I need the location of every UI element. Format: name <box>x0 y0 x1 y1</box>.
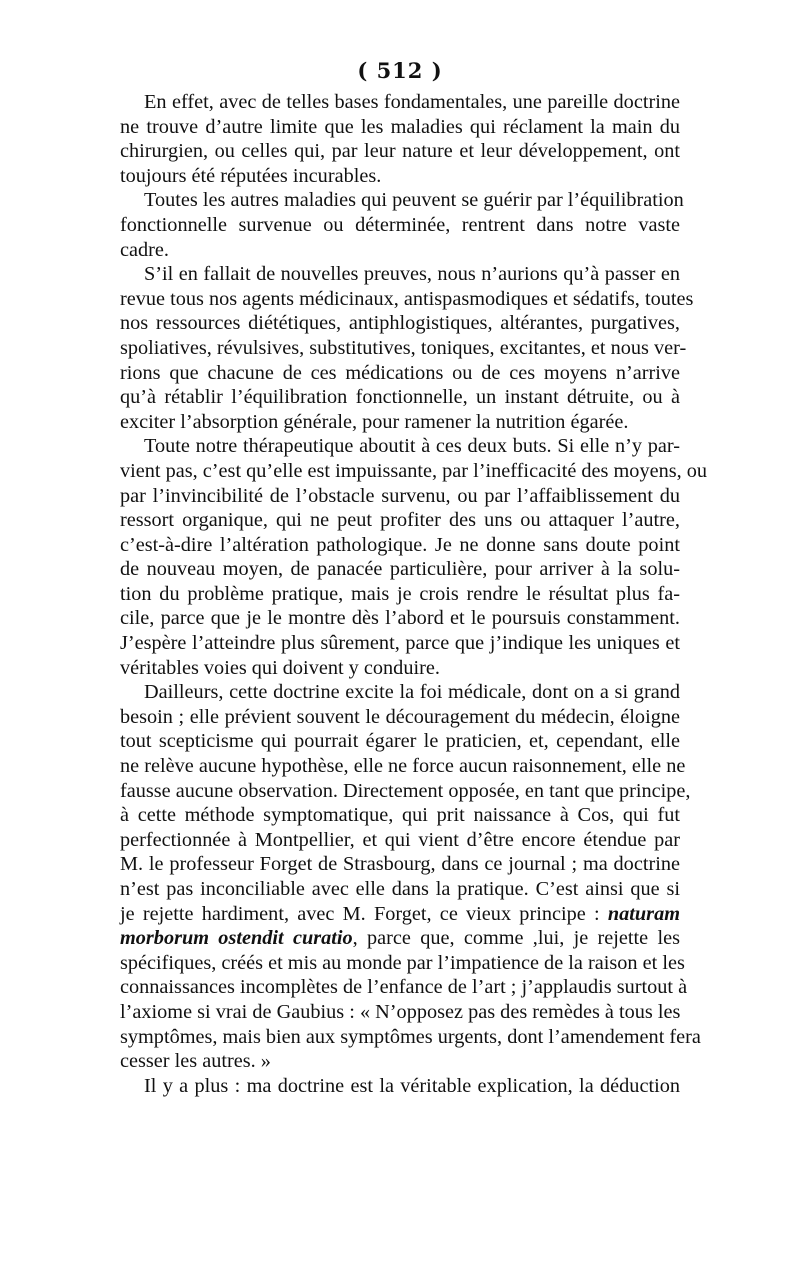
body-text <box>120 90 708 1098</box>
text-line: cadre. <box>120 238 169 261</box>
text-line: chirurgien, ou celles qui, par leur nature et leur développement, ont <box>120 140 680 163</box>
paragraph-5 <box>120 680 701 1074</box>
text-segment: , parce que, comme ,lui, je rejette les <box>352 927 680 950</box>
text-line: toujours été réputées incurables. <box>120 164 382 187</box>
text-line: connaissances incomplètes de l’enfance de l’art ; j’applaudis surtout à <box>120 976 688 999</box>
text-line: symptômes, mais bien aux symptômes urgents, dont l’amendement fera <box>120 1025 701 1048</box>
text-line-with-italic <box>120 926 680 951</box>
page-number: ( 512 ) <box>357 58 443 83</box>
text-line: En effet, avec de telles bases fondamentales, une pareille doctrine <box>144 91 680 113</box>
text-line: fausse aucune observation. Directement opposée, en tant que principe, <box>120 779 691 802</box>
paragraph-2 <box>120 188 684 262</box>
text-segment: je rejette hardiment, avec M. Forget, ce vieux principe : <box>120 902 608 925</box>
text-line: J’espère l’atteindre plus sûrement, parce que j’indique les uniques et <box>120 632 680 655</box>
text-line: S’il en fallait de nouvelles preuves, nous n’aurions qu’à passer en <box>144 263 680 286</box>
paragraph-3 <box>120 262 694 434</box>
paragraph-1 <box>120 90 680 188</box>
italic-phrase: morborum ostendit curatio <box>120 927 353 950</box>
text-line: tion du problème pratique, mais je crois rendre le résultat plus fa- <box>120 582 680 605</box>
text-line: Dailleurs, cette doctrine excite la foi médicale, dont on a si grand <box>144 681 680 704</box>
paragraph-6 <box>120 1074 680 1099</box>
text-line: véritables voies qui doivent y conduire. <box>120 656 440 679</box>
text-line: ne trouve d’autre limite que les maladies qui réclament la main du <box>120 115 680 138</box>
paragraph-4 <box>120 434 708 680</box>
text-line: l’axiome si vrai de Gaubius : « N’opposez pas des remèdes à tous les <box>120 1000 681 1023</box>
text-line: spécifiques, créés et mis au monde par l’impatience de la raison et les <box>120 951 685 974</box>
text-line: n’est pas inconciliable avec elle dans la pratique. C’est ainsi que si <box>120 878 680 900</box>
text-line: tout scepticisme qui pourrait égarer le praticien, et, cependant, elle <box>120 730 680 753</box>
text-line: exciter l’absorption générale, pour ramener la nutrition égarée. <box>120 410 629 433</box>
text-line: qu’à rétablir l’équilibration fonctionnelle, un instant détruite, ou à <box>120 386 680 409</box>
text-line: cesser les autres. » <box>120 1050 271 1073</box>
text-line: M. le professeur Forget de Strasbourg, dans ce journal ; ma doctrine <box>120 853 680 876</box>
text-line: ressort organique, qui ne peut profiter des uns ou attaquer l’autre, <box>120 509 680 532</box>
text-line: cile, parce que je le montre dès l’abord et le poursuis constamment. <box>120 607 680 630</box>
text-line: Toutes les autres maladies qui peuvent se guérir par l’équilibration <box>144 189 684 212</box>
text-line: vient pas, c’est qu’elle est impuissante, par l’inefficacité des moyens, ou <box>120 459 708 482</box>
text-line: nos ressources diététiques, antiphlogistiques, altérantes, purgatives, <box>120 312 680 335</box>
text-line: Il y a plus : ma doctrine est la véritable explication, la déduction <box>144 1074 680 1097</box>
text-line: fonctionnelle survenue ou déterminée, rentrent dans notre vaste <box>120 213 680 236</box>
text-line: rions que chacune de ces médications ou de ces moyens n’arrive <box>120 361 680 384</box>
text-line: revue tous nos agents médicinaux, antispasmodiques et sédatifs, toutes <box>120 287 694 310</box>
italic-phrase: naturam <box>607 902 680 925</box>
text-line: perfectionnée à Montpellier, et qui vient d’être encore étendue par <box>120 828 680 851</box>
text-line: à cette méthode symptomatique, qui prit naissance à Cos, qui fut <box>120 804 680 827</box>
text-line-with-italic <box>120 902 680 927</box>
text-line: Toute notre thérapeutique aboutit à ces deux buts. Si elle n’y par- <box>144 435 680 458</box>
text-line: c’est-à-dire l’altération pathologique. Je ne donne sans doute point <box>120 533 680 556</box>
text-line: de nouveau moyen, de panacée particulière, pour arriver à la solu- <box>120 558 680 581</box>
text-line: par l’invincibilité de l’obstacle survenu, ou par l’affaiblissement du <box>120 484 680 507</box>
text-line: spoliatives, révulsives, substitutives, toniques, excitantes, et nous ver- <box>120 336 687 359</box>
text-line: ne relève aucune hypothèse, elle ne force aucun raisonnement, elle ne <box>120 755 686 778</box>
text-line: besoin ; elle prévient souvent le découragement du médecin, éloigne <box>120 705 680 728</box>
